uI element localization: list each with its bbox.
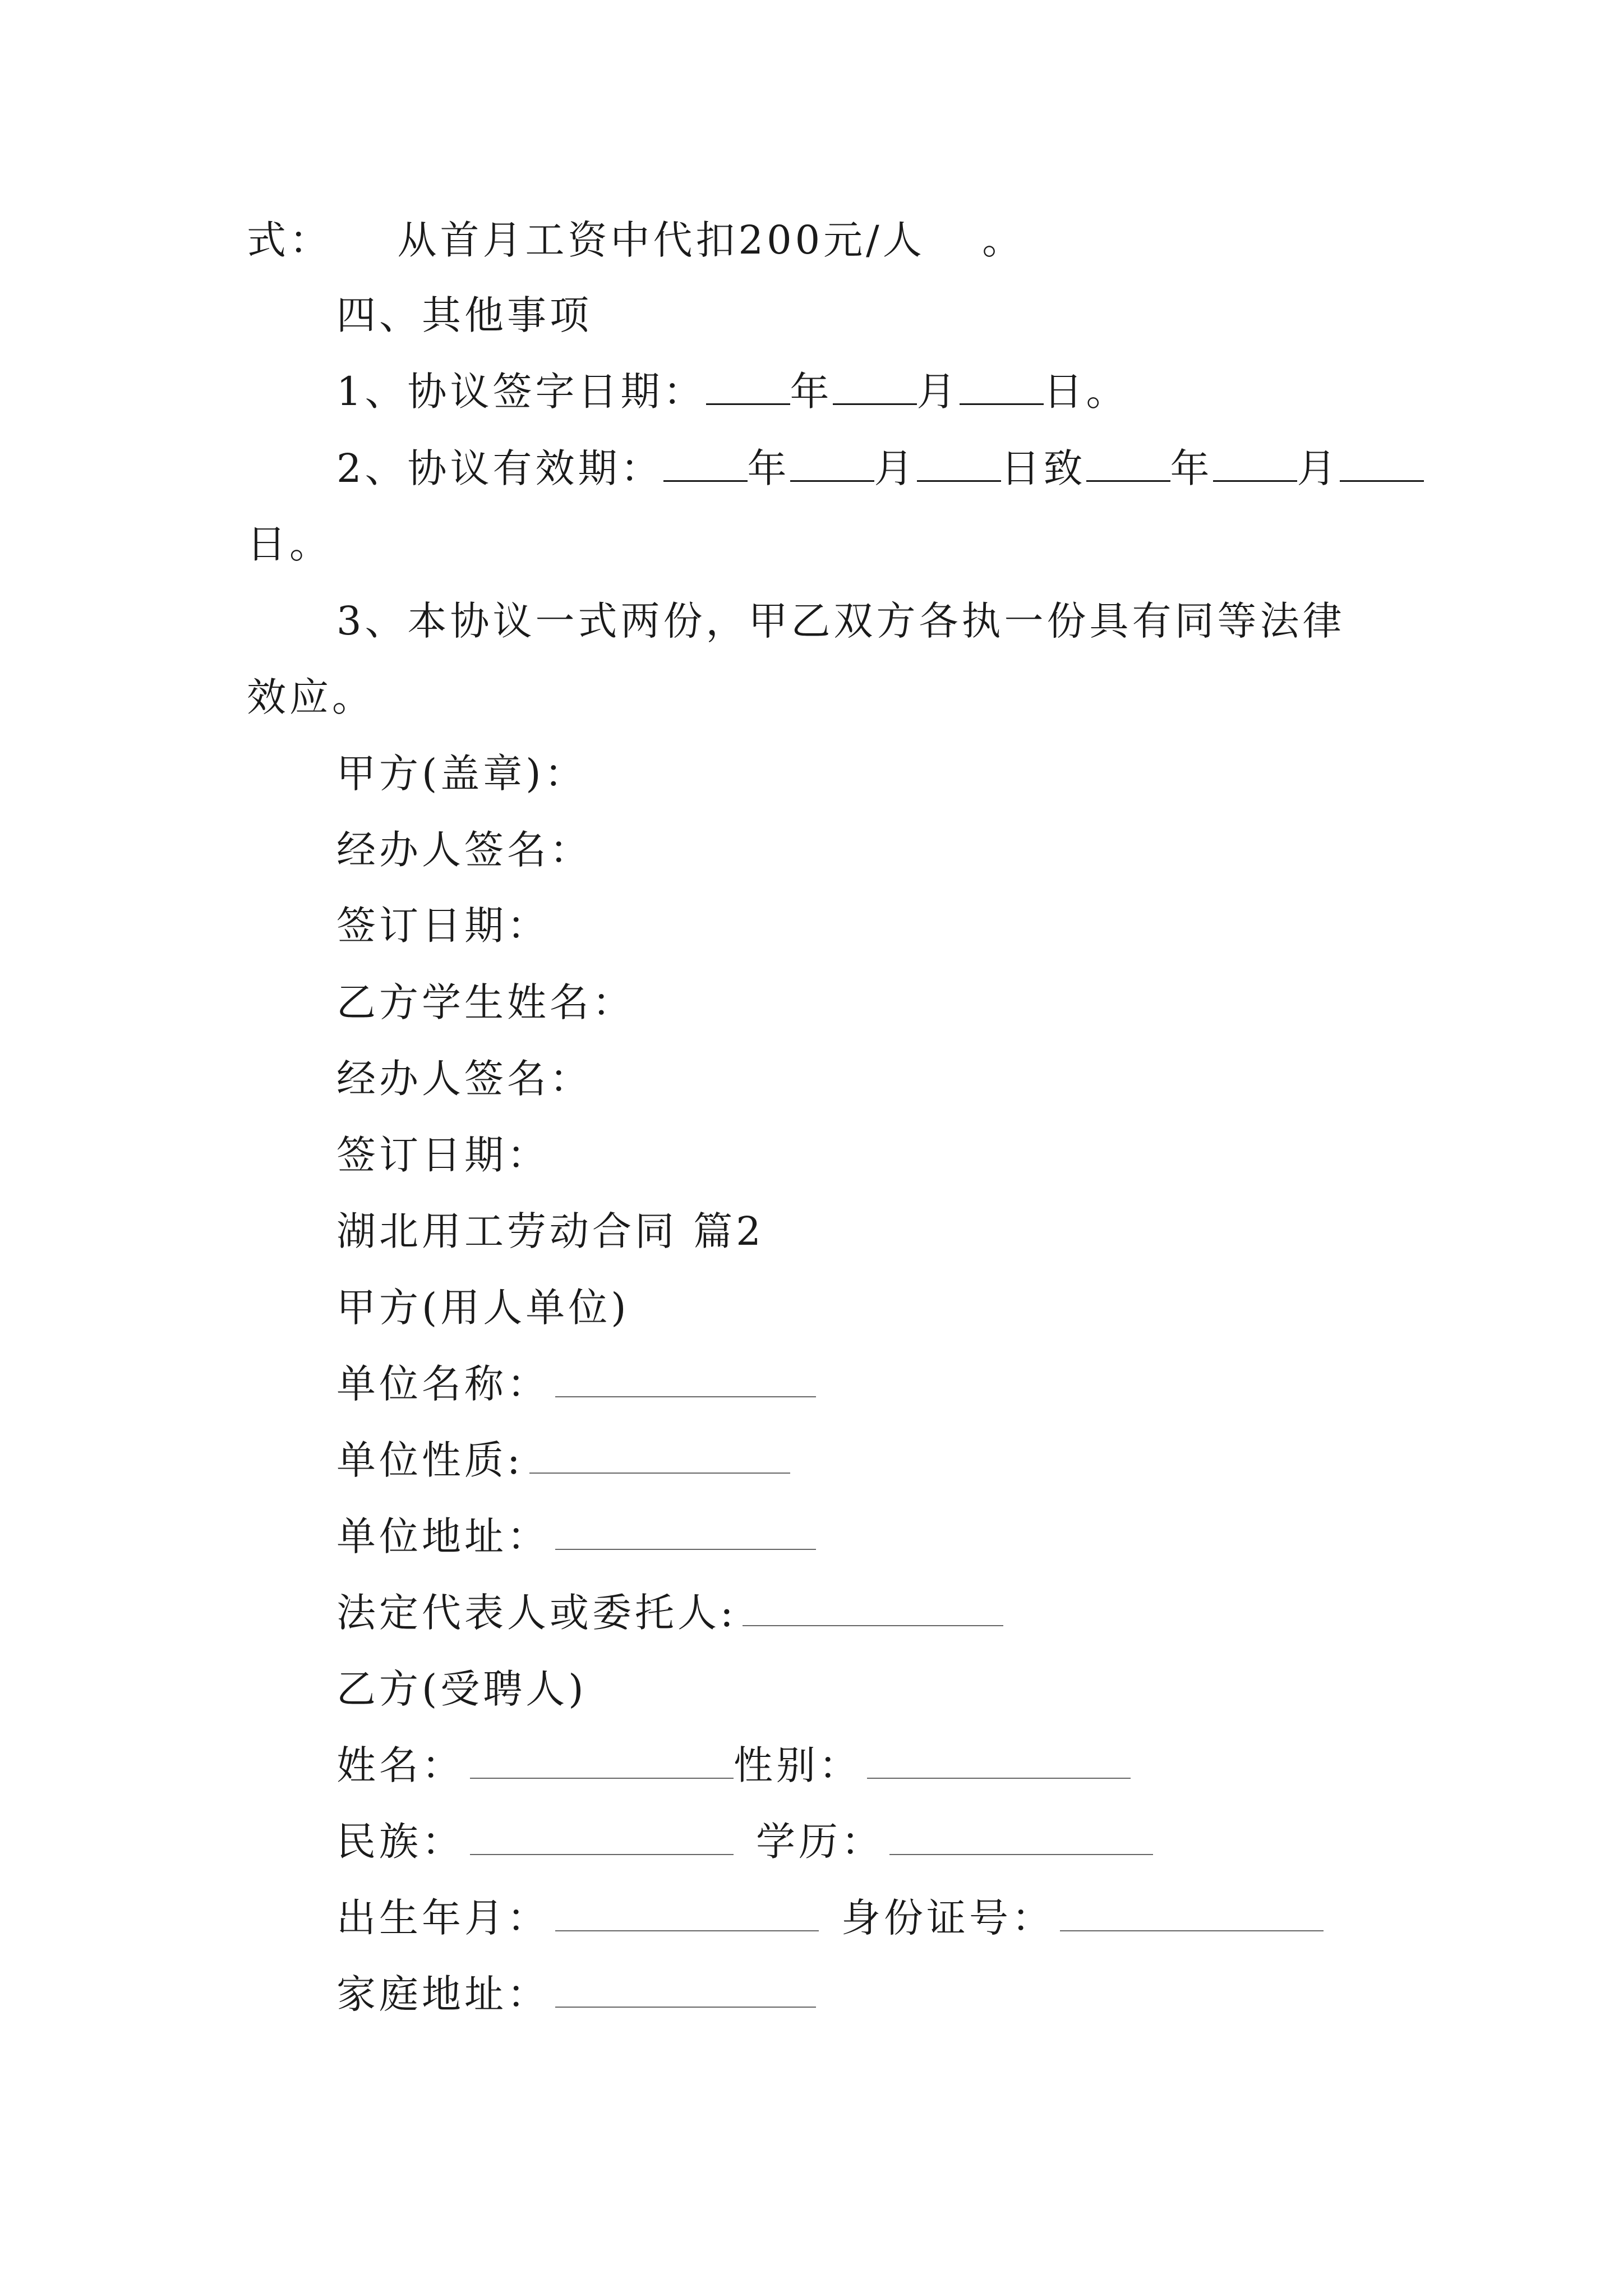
- contract-title: 湖北用工劳动合同 篇2: [336, 1208, 764, 1254]
- text-line-deduction: [247, 218, 1025, 263]
- item-signing-date: [336, 369, 1129, 414]
- unit-name-field[interactable]: [555, 1363, 816, 1397]
- label: 日致: [1000, 445, 1086, 491]
- unit-address-row: [336, 1514, 816, 1559]
- label: 年: [747, 445, 790, 491]
- unit-address-label: 单位地址：: [336, 1513, 550, 1559]
- unit-address-field[interactable]: [555, 1515, 816, 1550]
- birth-field[interactable]: [555, 1897, 819, 1931]
- label: 年: [790, 369, 833, 415]
- text-fragment: 从首月工资中代扣200元/人: [397, 217, 925, 263]
- education-field[interactable]: [889, 1820, 1153, 1855]
- gender-field[interactable]: [867, 1744, 1131, 1779]
- label: 2、协议有效期：: [336, 445, 663, 491]
- home-address-row: [336, 1972, 816, 2017]
- education-label: 学历：: [756, 1819, 884, 1865]
- label: 年: [1170, 445, 1213, 491]
- party-a-seal-label: 甲方(盖章)：: [336, 751, 587, 797]
- legal-rep-field[interactable]: [743, 1591, 1003, 1626]
- item-copies-cont: 效应。: [247, 674, 375, 720]
- day-blank[interactable]: [917, 447, 1001, 482]
- home-address-field[interactable]: [555, 1973, 816, 2008]
- year-blank[interactable]: [1086, 447, 1170, 482]
- label: 月: [874, 445, 917, 491]
- name-field[interactable]: [470, 1744, 734, 1779]
- handler-signature-label: 经办人签名：: [336, 1056, 592, 1102]
- party-a-employer-label: 甲方(用人单位): [336, 1285, 630, 1331]
- ethnicity-education-row: [336, 1819, 1153, 1864]
- item-copies: 3、本协议一式两份，甲乙双方各执一份具有同等法律: [336, 598, 1345, 644]
- label: 日。: [1043, 369, 1129, 415]
- signing-date-label: 签订日期：: [336, 1132, 550, 1178]
- label: 月: [916, 369, 960, 415]
- handler-signature-label: 经办人签名：: [336, 827, 592, 873]
- signing-date-label: 签订日期：: [336, 903, 550, 949]
- day-blank[interactable]: [1340, 447, 1424, 482]
- id-field[interactable]: [1060, 1897, 1324, 1931]
- month-blank[interactable]: [1213, 447, 1297, 482]
- unit-nature-row: [336, 1438, 790, 1483]
- unit-nature-label: 单位性质:: [336, 1437, 524, 1483]
- text-fragment: 式：: [247, 217, 332, 263]
- name-label: 姓名：: [336, 1742, 464, 1788]
- ethnicity-field[interactable]: [470, 1820, 734, 1855]
- legal-rep-label: 法定代表人或委托人:: [336, 1590, 737, 1636]
- id-label: 身份证号：: [841, 1895, 1054, 1941]
- label: 1、协议签字日期：: [336, 369, 706, 415]
- year-blank[interactable]: [706, 370, 790, 405]
- section-heading: 四、其他事项: [336, 292, 592, 338]
- birth-id-row: [336, 1895, 1324, 1940]
- item-validity-period: [336, 446, 1424, 491]
- month-blank[interactable]: [790, 447, 874, 482]
- gender-label: 性别：: [734, 1742, 861, 1788]
- unit-name-row: [336, 1361, 816, 1406]
- month-blank[interactable]: [833, 370, 917, 405]
- label: 月: [1297, 445, 1340, 491]
- party-b-student-label: 乙方学生姓名：: [336, 979, 635, 1025]
- name-gender-row: [336, 1743, 1131, 1788]
- party-b-employee-label: 乙方(受聘人): [336, 1666, 587, 1712]
- unit-nature-field[interactable]: [529, 1439, 790, 1474]
- year-blank[interactable]: [663, 447, 748, 482]
- day-blank[interactable]: [960, 370, 1044, 405]
- legal-rep-row: [336, 1590, 1003, 1635]
- ethnicity-label: 民族：: [336, 1819, 464, 1865]
- birth-label: 出生年月：: [336, 1895, 550, 1941]
- home-address-label: 家庭地址：: [336, 1971, 550, 2017]
- text-fragment: 。: [982, 217, 1025, 263]
- item-validity-end: 日。: [247, 521, 332, 567]
- unit-name-label: 单位名称：: [336, 1361, 550, 1407]
